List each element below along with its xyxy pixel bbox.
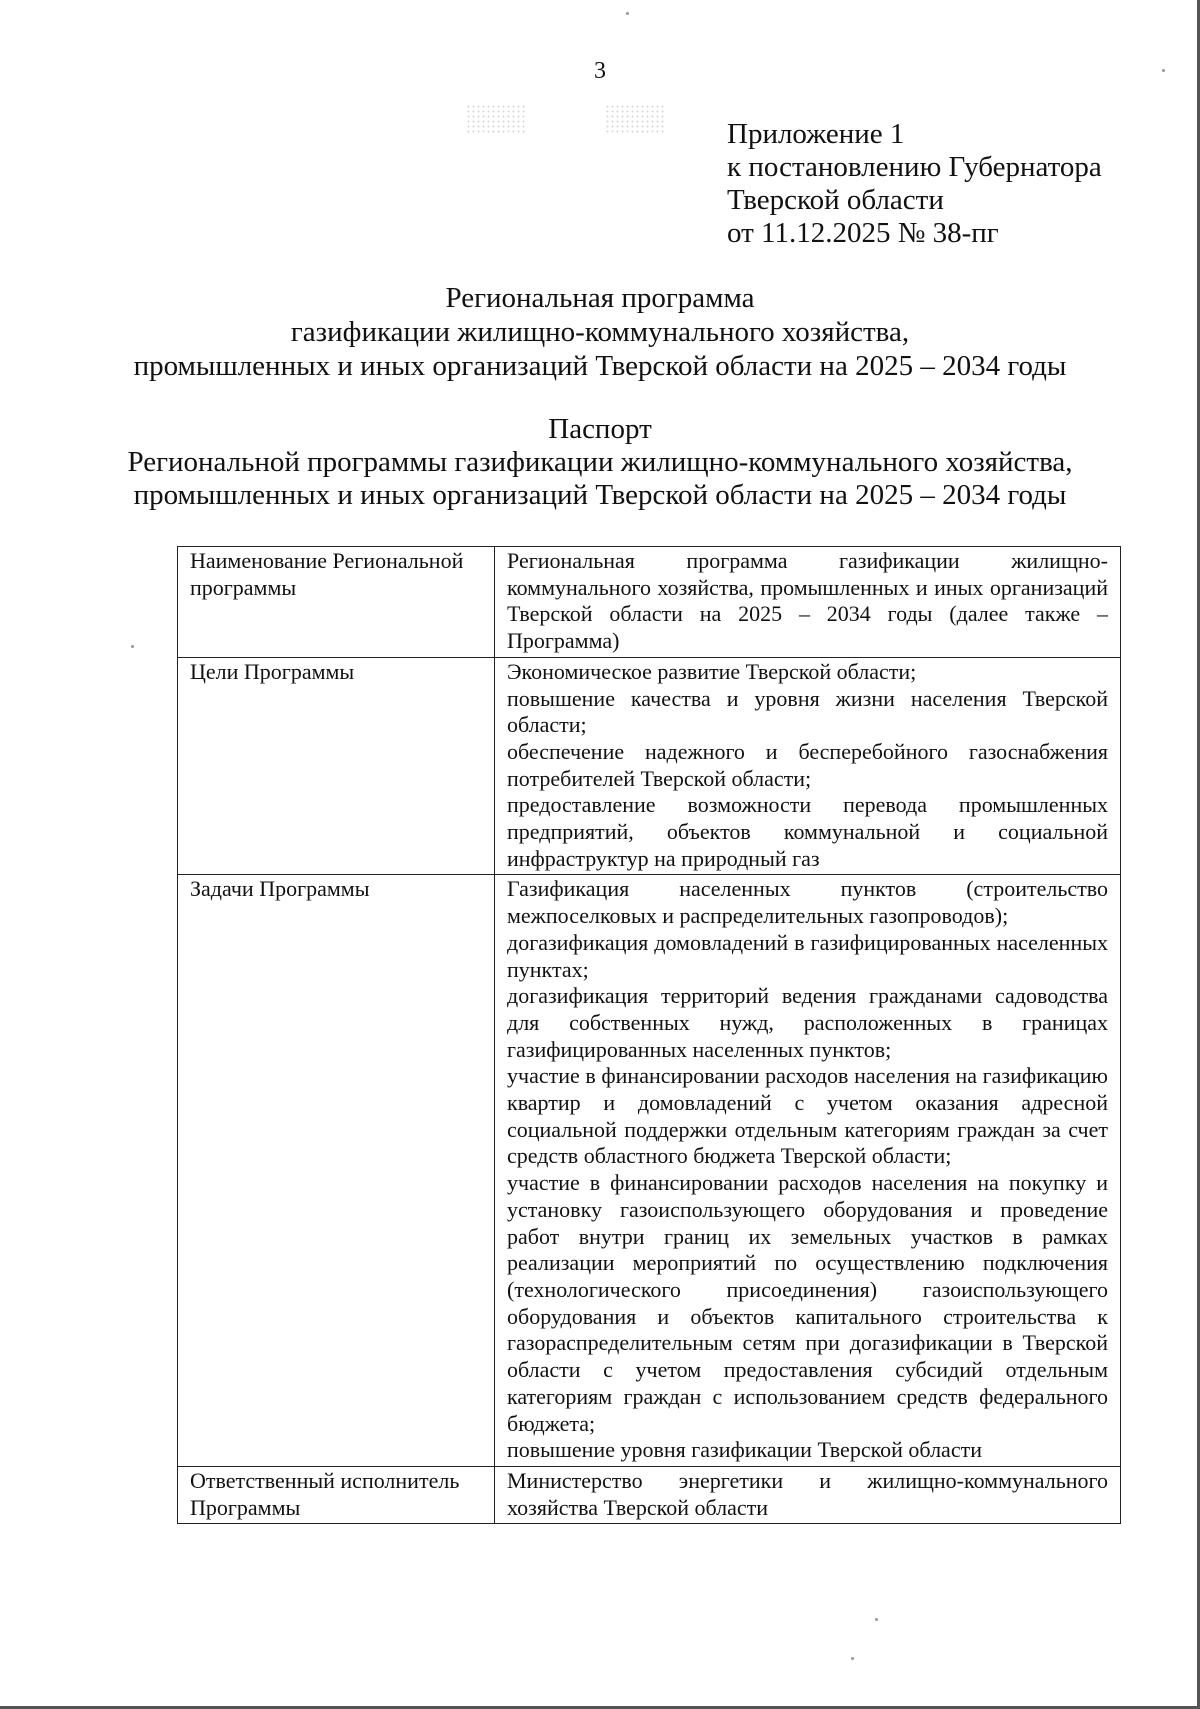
- value-paragraph: Газификация населенных пунктов (строительство межпоселковых и распределительных газопроводов);: [507, 876, 1108, 929]
- value-paragraph: догазификация домовладений в газифицированных населенных пунктах;: [507, 929, 1108, 982]
- scan-dot: [875, 1618, 878, 1621]
- passport-line: Региональной программы газификации жилищно-коммунального хозяйства,: [127, 446, 1073, 478]
- value-paragraph: догазификация территорий ведения гражданами садоводства для собственных нужд, расположенных в границах газифицированных населенных пунктов;: [507, 983, 1108, 1062]
- table-row: [178, 657, 1121, 875]
- value-paragraph: Министерство энергетики и жилищно-коммунального хозяйства Тверской области: [507, 1467, 1108, 1520]
- scan-dot: [626, 12, 629, 15]
- table-row: [178, 1466, 1121, 1523]
- scan-dot: [851, 1657, 854, 1660]
- row-value: [495, 657, 1121, 875]
- row-label: Цели Программы: [178, 657, 495, 875]
- row-label: Ответственный исполнитель Программы: [178, 1466, 495, 1523]
- passport-heading: Паспорт: [548, 413, 652, 445]
- appendix-line: к постановлению Губернатора: [727, 151, 1102, 183]
- scan-speckle: [466, 104, 526, 134]
- scan-speckle: [605, 104, 665, 134]
- title-line: Региональная программа: [445, 282, 755, 314]
- page-number: 3: [594, 58, 606, 84]
- row-value: [495, 875, 1121, 1466]
- table-row: [178, 547, 1121, 658]
- value-paragraph: Региональная программа газификации жилищно-коммунального хозяйства, промышленных и иных организаций Тверской области на 2025 – 2034 годы (далее также – Программа): [507, 548, 1108, 654]
- row-label: Задачи Программы: [178, 875, 495, 1466]
- value-paragraph: участие в финансировании расходов населения на газификацию квартир и домовладений с учетом оказания адресной социальной поддержки отдельным категориям граждан за счет средств областного бюджета Тверской области;: [507, 1063, 1108, 1169]
- appendix-header: [727, 118, 1102, 250]
- value-paragraph: повышение качества и уровня жизни населения Тверской области;: [507, 685, 1108, 738]
- title-line: газификации жилищно-коммунального хозяйства,: [290, 316, 910, 348]
- appendix-line: Тверской области: [727, 184, 944, 216]
- value-paragraph: повышение уровня газификации Тверской области: [507, 1437, 982, 1463]
- appendix-line: от 11.12.2025 № 38-пг: [727, 217, 999, 249]
- passport-table: [177, 546, 1121, 1524]
- program-title: [0, 281, 1200, 383]
- passport-line: промышленных и иных организаций Тверской области на 2025 – 2034 годы: [133, 479, 1067, 511]
- row-label: Наименование Региональной программы: [178, 547, 495, 658]
- appendix-line: Приложение 1: [727, 118, 905, 150]
- title-line: промышленных и иных организаций Тверской области на 2025 – 2034 годы: [133, 350, 1067, 382]
- row-value: [495, 547, 1121, 658]
- scan-dot: [131, 645, 134, 648]
- value-paragraph: обеспечение надежного и бесперебойного газоснабжения потребителей Тверской области;: [507, 738, 1108, 791]
- table-row: [178, 875, 1121, 1466]
- passport-title: [0, 413, 1200, 512]
- row-value: [495, 1466, 1121, 1523]
- value-paragraph: Экономическое развитие Тверской области;: [507, 658, 917, 684]
- value-paragraph: предоставление возможности перевода промышленных предприятий, объектов коммунальной и социальной инфраструктур на природный газ: [507, 792, 1108, 871]
- value-paragraph: участие в финансировании расходов населения на покупку и установку газоиспользующего оборудования и проведение работ внутри границ их земельных участков в рамках реализации мероприятий по осуществлению подключения (технологического присоединения) газоиспользующего оборудования и объектов капитального строительства к газораспределительным сетям при догазификации в Тверской области с учетом предоставления субсидий отдельным категориям граждан с использованием средств федерального бюджета;: [507, 1170, 1108, 1436]
